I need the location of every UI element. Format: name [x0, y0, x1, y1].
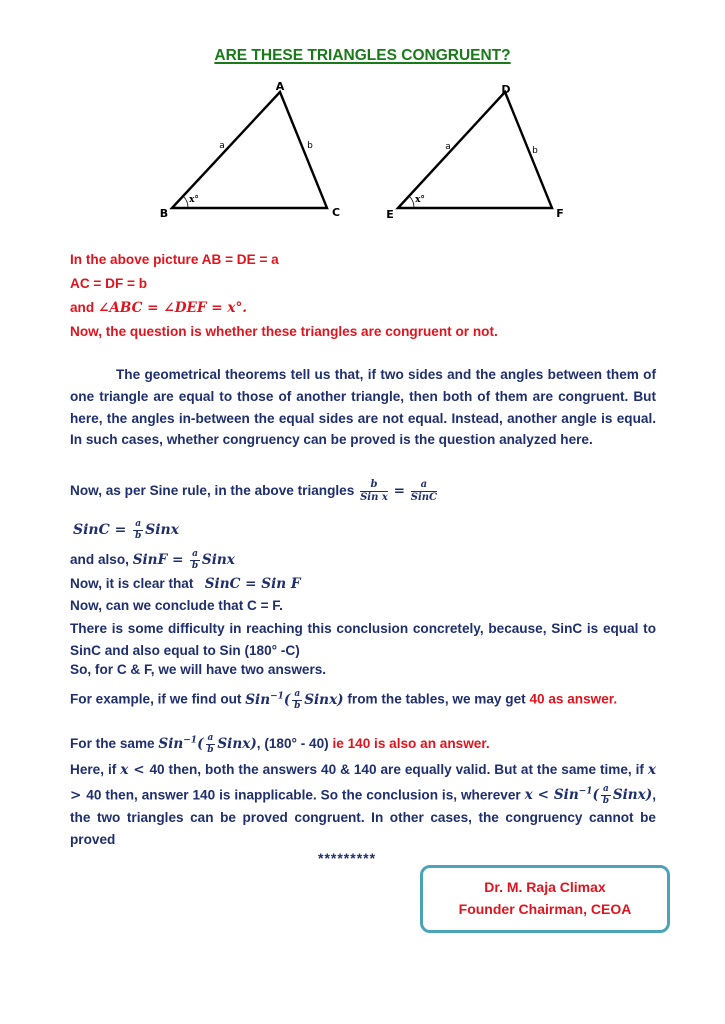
signature-name: Dr. M. Raja Climax	[484, 879, 606, 895]
same-den: b	[207, 745, 214, 755]
page-title	[0, 47, 725, 65]
same-num: a	[207, 733, 214, 743]
side-label-a2: a	[445, 142, 451, 152]
equation-sinc	[73, 520, 179, 541]
example-sup: −1	[270, 691, 284, 701]
conclusion-p1: Here, if	[70, 762, 121, 777]
same-answer-140: ie 140 is also an answer.	[332, 736, 490, 751]
eq1-num: a	[135, 519, 142, 529]
angle-arc-e	[409, 196, 414, 208]
same-sin: Sin	[158, 736, 184, 752]
same-fraction	[206, 734, 216, 755]
example-den: b	[294, 700, 301, 711]
example-paragraph	[70, 683, 656, 713]
example-num: a	[294, 688, 301, 699]
vertex-label-d: D	[501, 83, 511, 96]
eq1-den: b	[135, 531, 142, 541]
example-prefix: For example, if we find out	[70, 691, 246, 707]
eq2-lhs: SinF =	[132, 552, 189, 569]
intro-paragraph: The geometrical theorems tell us that, if two sides and the angles between them of one triangle are equal to those of another triangle, then both of them are congruent. But here, the angles in-between the equal sides are not equal. Instead, another angle is equal. In such cases, whether congruency can be proved is the question analyzed here.	[70, 367, 656, 448]
eq2-num: a	[192, 549, 198, 559]
signature-role: Founder Chairman, CEOA	[458, 901, 632, 917]
conclusion-p4: , the two triangles can be proved congruent. In other cases, the congruency cannot be proved	[70, 787, 656, 847]
equals-sign: =	[393, 483, 405, 500]
conclude-line: Now, can we conclude that C = F.	[70, 598, 283, 613]
eq1-rhs: Sinx	[145, 522, 180, 539]
angle-label-x: x°	[189, 195, 199, 205]
conclusion-m1: x <	[120, 762, 150, 778]
page-title-text: ARE THESE TRIANGLES CONGRUENT?	[214, 47, 511, 64]
triangles-figure	[150, 78, 590, 228]
eq2-den: b	[191, 561, 199, 571]
conclusion-p2: 40 then, both the answers 40 & 140 are equally valid. But at the same time, if	[149, 762, 648, 777]
vertex-label-f: F	[556, 207, 564, 220]
conclusion-p3: 40 then, answer 140 is inapplicable. So the conclusion is, wherever	[86, 787, 525, 803]
example-middle: from the tables, we may get	[343, 691, 530, 707]
eq2-fraction	[190, 550, 200, 571]
vertex-label-a: A	[275, 80, 285, 93]
triangle-def	[386, 83, 564, 221]
side-label-a: a	[219, 141, 225, 151]
frac1-den: Sin x	[360, 492, 388, 503]
side-label-b2: b	[532, 146, 538, 156]
sine-rule-line	[70, 480, 439, 503]
conclusion-den: b	[602, 796, 610, 807]
angle-arc-b	[183, 196, 188, 208]
frac2-den: SinC	[410, 492, 438, 503]
conclusion-math: x < Sin$^{-1}$( $\frac{a}{b}$ Sinx)	[524, 784, 653, 807]
separator-stars: *********	[318, 850, 377, 866]
example-math: Sin$^{-1}$( $\frac{a}{b}$ Sinx)	[245, 688, 344, 711]
example-fraction	[292, 690, 302, 711]
same-post: Sinx)	[217, 736, 257, 752]
difficulty-paragraph: There is some difficulty in reaching this conclusion concretely, because, SinC is equal to SinC and also equal to Sin (180° -C)	[70, 621, 656, 658]
signature-box	[420, 865, 670, 933]
same-line	[70, 734, 490, 755]
clear-prefix: Now, it is clear that	[70, 576, 198, 591]
side-label-b: b	[307, 141, 313, 151]
vertex-label-e: E	[386, 208, 394, 221]
given-line-4: Now, the question is whether these triangles are congruent or not.	[70, 324, 498, 339]
angle-label-x2: x°	[415, 195, 425, 205]
vertex-label-b: B	[159, 207, 169, 220]
equation-sinf	[70, 550, 235, 571]
conclusion-m3: x < Sin	[524, 787, 579, 804]
conclusion-sup: −1	[578, 786, 593, 797]
same-math: Sin$^{-1}$( $\frac{a}{b}$ Sinx)	[158, 733, 257, 755]
given-line-1: In the above picture AB = DE = a	[70, 252, 279, 267]
clear-math: SinC = Sin F	[204, 576, 301, 592]
triangle-abc	[160, 80, 340, 220]
example-post: Sinx)	[304, 691, 344, 708]
given-line-3	[70, 300, 247, 316]
angle-equation: ∠ABC = ∠DEF = x°.	[97, 300, 247, 316]
example-sin: Sin	[245, 691, 271, 708]
given-line-3-prefix: and	[70, 300, 98, 315]
frac1-num: b	[360, 480, 388, 492]
frac2-num: a	[411, 480, 437, 492]
conclusion-m3-post: Sinx)	[612, 787, 653, 804]
conclusion-num: a	[602, 784, 609, 795]
eq1-fraction	[133, 520, 143, 541]
clear-line	[70, 576, 301, 592]
example-answer-40: 40 as answer.	[529, 691, 618, 707]
conclusion-fraction	[601, 785, 611, 806]
fraction-b-over-sinx	[360, 480, 388, 503]
eq2-prefix: and also,	[70, 552, 133, 568]
sine-rule-text: Now, as per Sine rule, in the above triangles	[70, 483, 355, 499]
same-sup: −1	[183, 735, 198, 746]
vertex-label-c: C	[331, 206, 341, 219]
same-prefix: For the same	[70, 736, 159, 751]
given-line-2: AC = DF = b	[70, 276, 148, 291]
same-middle: , (180° - 40)	[256, 736, 333, 751]
fraction-a-over-sinc	[411, 480, 437, 503]
eq2-rhs: Sinx	[201, 552, 235, 569]
two-answers-line: So, for C & F, we will have two answers.	[70, 662, 327, 677]
conclusion-m2: x >	[70, 762, 656, 804]
conclusion-paragraph	[70, 759, 656, 851]
eq1-lhs: SinC =	[73, 522, 132, 539]
